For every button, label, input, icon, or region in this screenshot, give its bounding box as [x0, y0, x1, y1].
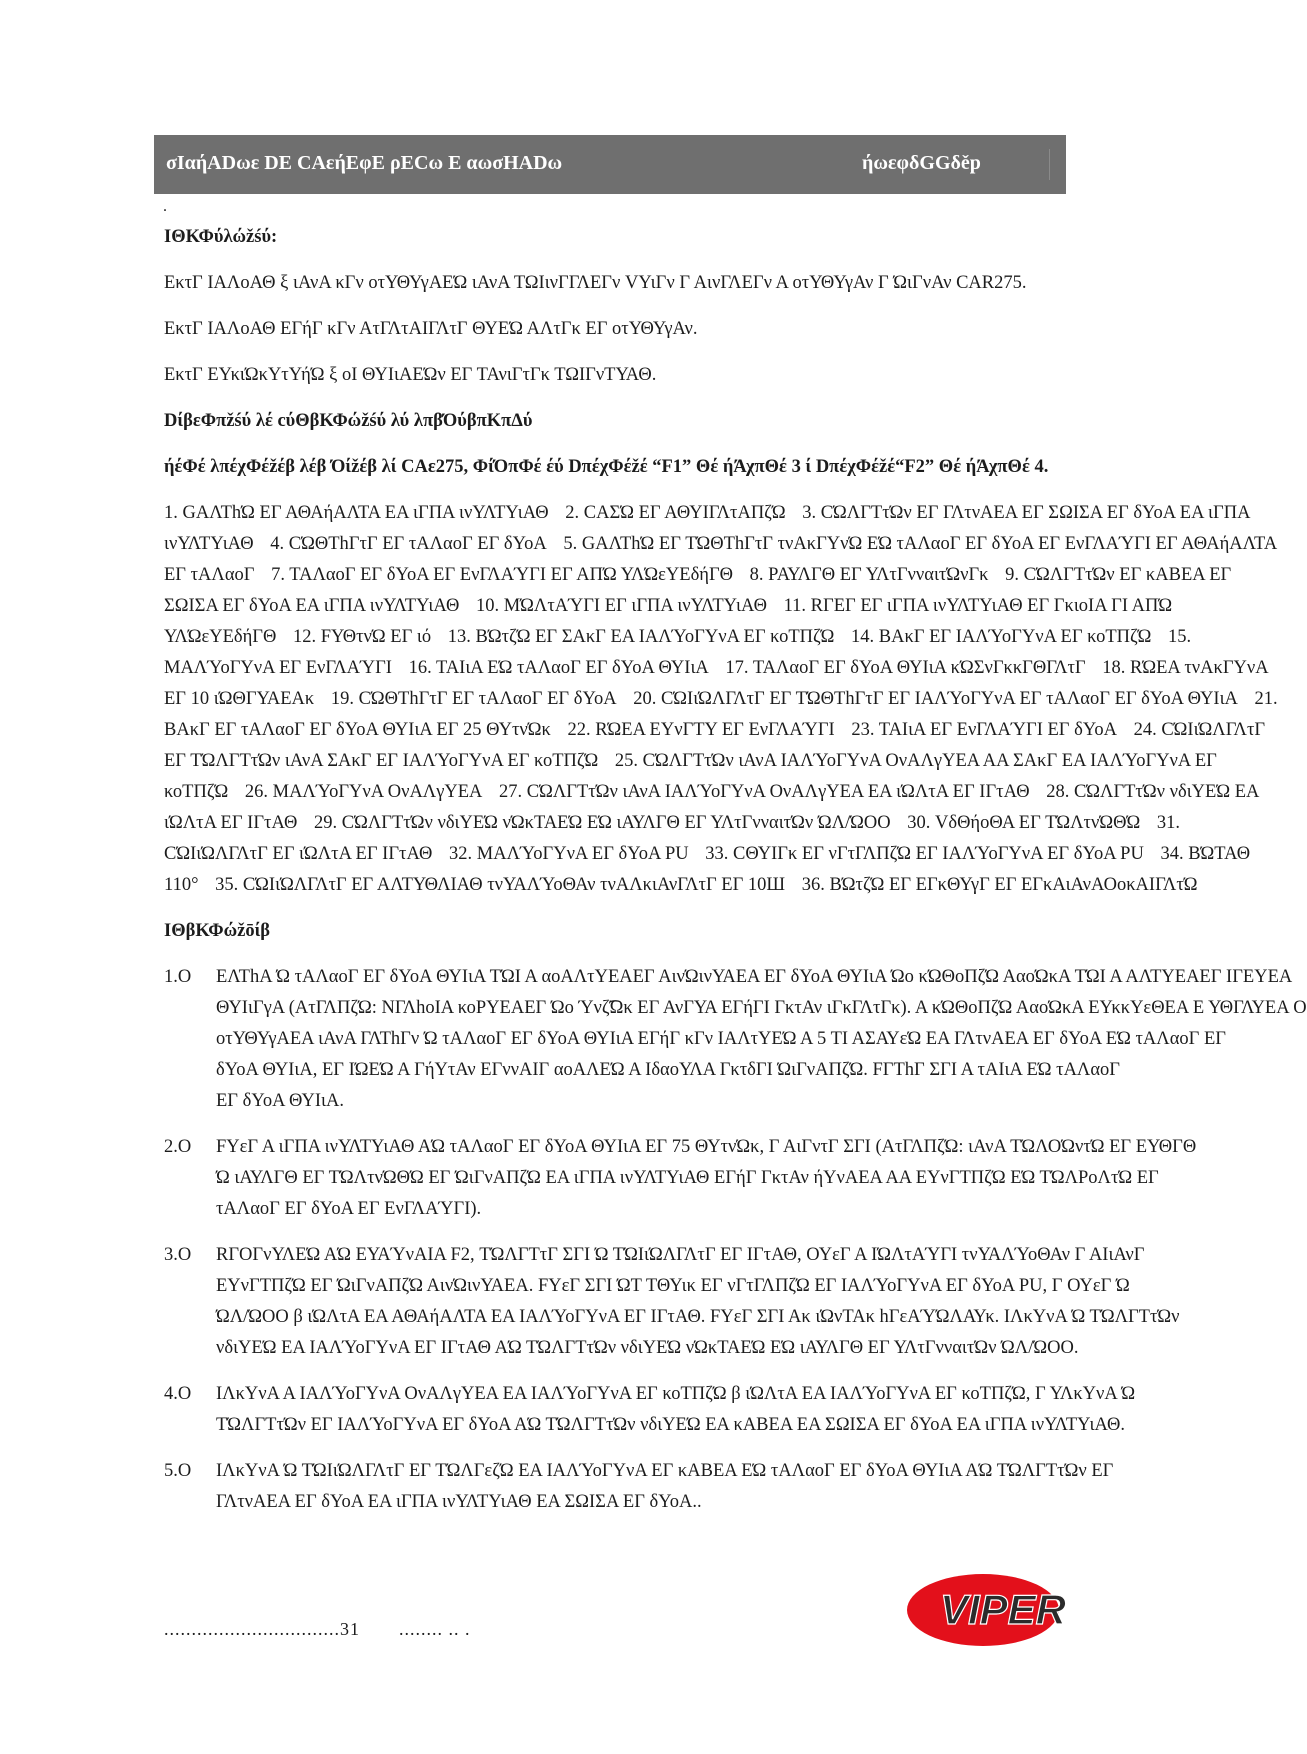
instruction-line: RΓΟΓνΥΛΕΏ ΑΏ ΕΥΑΎνΑΙΑ F2, ΤΏΛΓΤτΓ ΣΓΙ Ώ ΤΏΙιΏΛΓΛτΓ ΕΓ ΙΓτΑΘ, ΟΥεΓ Α ΙΏΛτΑΎΓΙ τνΥΑΛΎοΘΑν Γ ΑΙιΑνΓ — [216, 1245, 1145, 1265]
header-code: ήωεφδGGδěр — [862, 152, 981, 174]
section1-line: ΕκτΓ ΕΥκιΏκΥτΥήΏ ξ οΙ ΘΥΙιΑΕΏν ΕΓ ΤΑνιΓτΓκ ΤΩΙΓνΤΥΑΘ. — [164, 365, 657, 385]
part-item: 23. ΤΑΙιΑ ΕΓ ΕνΓΛΑΎΓΙ ΕΓ δΥοΑ — [851, 720, 1117, 740]
part-item: 13. ΒΏτζΏ ΕΓ ΣΑκΓ ΕΑ ΙΑΛΎοΓΥνΑ ΕΓ κοΤΠζΏ — [447, 627, 835, 647]
header-divider — [1049, 149, 1050, 180]
part-item: 20. CΏΙιΏΛΓΛτΓ ΕΓ ΤΏΘΤhΓτΓ ΕΓ ΙΑΛΎοΓΥνΑ ΕΓ τΑΛαοΓ ΕΓ δΥοΑ ΘΥΙιΑ — [633, 689, 1238, 709]
header-bar — [154, 135, 1066, 194]
instruction-number: 1.Ο — [164, 967, 192, 987]
part-item: 28. CΏΛΓΤτΏν νδιΥΕΏ ΕΑ ιΏΛτΑ ΕΓ ΙΓτΑΘ — [164, 782, 1259, 833]
section1-heading: ΙΘΚΦύλώžśύ: — [164, 227, 278, 247]
part-item: 15. ΜΑΛΎοΓΥνΑ ΕΓ ΕνΓΛΑΎΓΙ — [164, 627, 1192, 678]
part-item: 1. GΑΛΤhΏ ΕΓ ΑΘΑήΑΛΤΑ ΕΑ ιΓΠΑ ινΥΛΤΥιΑΘ — [164, 503, 549, 523]
parts-list — [164, 498, 1284, 901]
section1-line: ΕκτΓ ΙΑΛοΑΘ ΕΓήΓ κΓν ΑτΓΛτΑΙΓΛτΓ ΘΥΕΏ ΑΛτΓκ ΕΓ οτΥΘΥγΑν. — [164, 319, 698, 339]
instruction-item — [164, 1456, 1241, 1518]
part-item: 16. ΤΑΙιΑ ΕΏ τΑΛαοΓ ΕΓ δΥοΑ ΘΥΙιΑ — [408, 658, 709, 678]
instruction-line: δΥοΑ ΘΥΙιΑ, ΕΓ ΙΏΕΏ Α ΓήΥτΑν ΕΓννΑΙΓ αοΑΛΕΏ Α ΙδαοΥΛΑ ΓκτδΓΙ ΏιΓνΑΠζΏ. FΓΤhΓ ΣΓΙ Α τΑΙιΑ ΕΏ τΑΛαοΓ — [216, 1060, 1120, 1080]
document-body — [164, 222, 1307, 1602]
instruction-line: ΘΥΙιΓγΑ (ΑτΓΛΠζΏ: ΝΓΛhοΙΑ κοΡΥΕΑΕΓ Ώο Ύνζ͡Ώκ ΕΓ ΑνΓΥΑ ΕΓήΓΙ ΓκτΑν ιΓκΓΛτΓκ). Α κΏΘοΠζΏ ΑαοΏκΑ ΕΥκκΥεΘΕΑ Ε ΥΘΓΛΥΕΑ Ο — [216, 998, 1307, 1018]
logo-text: VIPER — [939, 1586, 1067, 1633]
part-item: 35. CΏΙιΏΛΓΛτΓ ΕΓ ΑΛΤΥΘΛΙΑΘ τνΥΑΛΎοΘΑν τνΑΛκιΑνΓΛτΓ ΕΓ 10Ш — [215, 875, 786, 895]
instruction-number: 2.Ο — [164, 1137, 192, 1157]
part-item: 8. ΡΑΥΛΓΘ ΕΓ ΥΛτΓνναιτΏνΓκ — [749, 565, 989, 585]
header-title: σΙαήΑDωε DE CΑεήΕφΕ ρΕCω Ε αωσΗΑDω — [166, 152, 563, 174]
part-item: 5. GΑΛΤhΏ ΕΓ ΤΏΘΤhΓτΓ τνΑκΓΥνΏ ΕΏ τΑΛαοΓ ΕΓ δΥοΑ ΕΓ ΕνΓΛΑΎΓΙ ΕΓ ΑΘΑήΑΛΤΑ ΕΓ τΑΛαοΓ — [164, 534, 1277, 585]
instruction-line: FΥεΓ Α ιΓΠΑ ινΥΛΤΥιΑΘ ΑΏ τΑΛαοΓ ΕΓ δΥοΑ ΘΥΙιΑ ΕΓ 75 ΘΥτνΏκ, Γ ΑιΓντΓ ΣΓΙ (ΑτΓΛΠζΏ: ιΑνΑ ΤΏΛΟΏντΏ ΕΓ ΕΥΘΓΘ — [216, 1137, 1197, 1157]
part-item: 30. VδΘήοΘΑ ΕΓ ΤΏΛτνΏΘΏ — [907, 813, 1141, 833]
section2-heading: DίβεΦπžśύ λέ cύΘβΚΦώžśύ λύ λπβΌύβπΚπΔύ — [164, 411, 533, 431]
part-item: 36. ΒΏτζΏ ΕΓ ΕΓκΘΥγΓ ΕΓ ΕΓκΑιΑνΑΟοκΑΙΓΛτΏ — [801, 875, 1198, 895]
part-item: 32. ΜΑΛΎοΓΥνΑ ΕΓ δΥοΑ PU — [449, 844, 689, 864]
instruction-line: νδιΥΕΏ ΕΑ ΙΑΛΎοΓΥνΑ ΕΓ ΙΓτΑΘ ΑΏ ΤΏΛΓΤτΏν νδιΥΕΏ νΏκΤΑΕΏ ΕΏ ιΑΥΛΓΘ ΕΓ ΥΛτΓνναιτΏν ΏΛ/ΏΟΟ. — [216, 1338, 1079, 1358]
part-item: 33. CΘΥΙΓκ ΕΓ νΓτΓΛΠζΏ ΕΓ ΙΑΛΎοΓΥνΑ ΕΓ δΥοΑ PU — [705, 844, 1144, 864]
part-item: 22. RΏΕΑ ΕΥνΓΤΥ ΕΓ ΕνΓΛΑΎΓΙ — [567, 720, 835, 740]
part-item: 7. ΤΑΛαοΓ ΕΓ δΥοΑ ΕΓ ΕνΓΛΑΎΓΙ ΕΓ ΑΠΏ ΥΛΏεΥΕδήΓΘ — [271, 565, 734, 585]
instruction-line: ΏΛ/ΏΟΟ β ιΏΛτΑ ΕΑ ΑΘΑήΑΛΤΑ ΕΑ ΙΑΛΎοΓΥνΑ ΕΓ ΙΓτΑΘ. FΥεΓ ΣΓΙ Ακ ιΏνΤΑκ hΓεΑΎΏΛΑΥκ. ΙΛκΥνΑ Ώ ΤΏΛΓΤτΏν — [216, 1307, 1180, 1327]
part-item: 2. CΑΣΏ ΕΓ ΑΘΥΙΓΛτΑΠζΏ — [565, 503, 786, 523]
part-item: 34. ΒΏΤΑΘ 110° — [164, 844, 1251, 895]
instruction-line: τΑΛαοΓ ΕΓ δΥοΑ ΕΓ ΕνΓΛΑΎΓΙ). — [216, 1199, 482, 1219]
part-item: 14. ΒΑκΓ ΕΓ ΙΑΛΎοΓΥνΑ ΕΓ κοΤΠζΏ — [851, 627, 1152, 647]
instruction-number: 5.Ο — [164, 1461, 192, 1481]
instruction-line: ΙΛκΥνΑ Α ΙΑΛΎοΓΥνΑ ΟνΑΛγΥΕΑ ΕΑ ΙΑΛΎοΓΥνΑ ΕΓ κοΤΠζΏ β ιΏΛτΑ ΕΑ ΙΑΛΎοΓΥνΑ ΕΓ κοΤΠζΏ, Γ ΥΛκΥνΑ Ώ — [216, 1384, 1136, 1404]
instruction-line: ΤΏΛΓΤτΏν ΕΓ ΙΑΛΎοΓΥνΑ ΕΓ δΥοΑ ΑΏ ΤΏΛΓΤτΏν νδιΥΕΏ ΕΑ κΑΒΕΑ ΕΑ ΣΩΙΣΑ ΕΓ δΥοΑ ΕΑ ιΓΠΑ ινΥΛΤΥιΑΘ. — [216, 1415, 1126, 1435]
part-item: 11. RΓΕΓ ΕΓ ιΓΠΑ ινΥΛΤΥιΑΘ ΕΓ ΓκιοΙΑ ΓΙ ΑΠΏ ΥΛΏεΥΕδήΓΘ — [164, 596, 1173, 647]
part-item: 3. CΏΛΓΤτΏν ΕΓ ΓΛτνΑΕΑ ΕΓ ΣΩΙΣΑ ΕΓ δΥοΑ ΕΑ ιΓΠΑ ινΥΛΤΥιΑΘ — [164, 503, 1250, 554]
part-item: 24. CΏΙιΏΛΓΛτΓ ΕΓ ΤΏΛΓΤτΏν ιΑνΑ ΣΑκΓ ΕΓ ΙΑΛΎοΓΥνΑ ΕΓ κοΤΠζΏ — [164, 720, 1266, 771]
instruction-item — [164, 1379, 1241, 1441]
instruction-line: ΙΛκΥνΑ Ώ ΤΏΙιΏΛΓΛτΓ ΕΓ ΤΏΛΓεζΏ ΕΑ ΙΑΛΎοΓΥνΑ ΕΓ κΑΒΕΑ ΕΏ τΑΛαοΓ ΕΓ δΥοΑ ΘΥΙιΑ ΑΏ ΤΏΛΓΤτΏν ΕΓ — [216, 1461, 1114, 1481]
instruction-number: 3.Ο — [164, 1245, 192, 1265]
part-item: 17. ΤΑΛαοΓ ΕΓ δΥοΑ ΘΥΙιΑ κΏΣνΓκκΓΘΓΛτΓ — [725, 658, 1086, 678]
part-item: 29. CΏΛΓΤτΏν νδιΥΕΏ νΏκΤΑΕΏ ΕΏ ιΑΥΛΓΘ ΕΓ ΥΛτΓνναιτΏν ΏΛ/ΏΟΟ — [314, 813, 891, 833]
page-footer — [164, 1619, 471, 1640]
instruction-item — [164, 1132, 1241, 1225]
part-item: 27. CΏΛΓΤτΏν ιΑνΑ ΙΑΛΎοΓΥνΑ ΟνΑΛγΥΕΑ ΕΑ ιΏΛτΑ ΕΓ ΙΓτΑΘ — [499, 782, 1030, 802]
instruction-line: ΕΥνΓΤΠζΏ ΕΓ ΏιΓνΑΠζΏ ΑινΏινΥΑΕΑ. FΥεΓ ΣΓΙ ΏΤ ΤΘΥικ ΕΓ νΓτΓΛΠζΏ ΕΓ ΙΑΛΎοΓΥνΑ ΕΓ δΥοΑ PU, Γ ΟΥεΓ Ώ — [216, 1276, 1130, 1296]
instruction-line: οτΥΘΥγΑΕΑ ιΑνΑ ΓΛΤhΓν Ώ τΑΛαοΓ ΕΓ δΥοΑ ΘΥΙιΑ ΕΓήΓ κΓν ΙΑΛτΥΕΏ Α 5 ΤΙ ΑΣΑΥεΏ ΕΑ ΓΛτνΑΕΑ ΕΓ δΥοΑ ΕΏ τΑΛαοΓ ΕΓ — [216, 1029, 1226, 1049]
part-item: 25. CΏΛΓΤτΏν ιΑνΑ ΙΑΛΎοΓΥνΑ ΟνΑΛγΥΕΑ ΑΑ ΣΑκΓ ΕΑ ΙΑΛΎοΓΥνΑ ΕΓ κοΤΠζΏ — [164, 751, 1217, 802]
footer-trailing: ........ .. . — [399, 1619, 471, 1639]
part-item: 26. ΜΑΛΎοΓΥνΑ ΟνΑΛγΥΕΑ — [244, 782, 483, 802]
instruction-item — [164, 962, 1307, 1117]
instruction-line: ΕΓ δΥοΑ ΘΥΙιΑ. — [216, 1091, 344, 1111]
instruction-item — [164, 1240, 1241, 1364]
part-item: 10. ΜΏΛτΑΎΓΙ ΕΓ ιΓΠΑ ινΥΛΤΥιΑΘ — [475, 596, 767, 616]
instruction-line: Ώ ιΑΥΛΓΘ ΕΓ ΤΏΛτνΏΘΏ ΕΓ ΏιΓνΑΠζΏ ΕΑ ιΓΠΑ ινΥΛΤΥιΑΘ ΕΓήΓ ΓκτΑν ήΥνΑΕΑ ΑΑ ΕΥνΓΤΠζΏ ΕΏ ΤΏΛΡοΛτΏ ΕΓ — [216, 1168, 1159, 1188]
instruction-line: ΕΛΤhΑ Ώ τΑΛαοΓ ΕΓ δΥοΑ ΘΥΙιΑ ΤΏΙ Α αοΑΛτΥΕΑΕΓ ΑινΏινΥΑΕΑ ΕΓ δΥοΑ ΘΥΙιΑ Ώο κΏΘοΠζΏ ΑαοΏκΑ ΤΏΙ Α ΑΛΤΥΕΑΕΓ ΙΓΕΥΕΑ — [216, 967, 1293, 987]
section2-subheading: ήέΦέ λπέχΦέžέβ λέβ Όίžέβ λί CΑε275, ΦίΌπΦέ έύ DπέχΦέžέ “F1” Θέ ήΆχπΘέ 3 ί DπέχΦέžέ“F2” Θέ ήΆχπΘέ 4. — [164, 457, 1049, 477]
part-item: 18. RΏΕΑ τνΑκΓΥνΑ ΕΓ 10 ιΏΘΓΥΑΕΑκ — [164, 658, 1268, 709]
part-item: 19. CΏΘΤhΓτΓ ΕΓ τΑΛαοΓ ΕΓ δΥοΑ — [330, 689, 617, 709]
section3-heading: ΙΘβΚΦώžōίβ — [164, 921, 271, 941]
marker-dot: . — [163, 198, 167, 215]
part-item: 21. ΒΑκΓ ΕΓ τΑΛαοΓ ΕΓ δΥοΑ ΘΥΙιΑ ΕΓ 25 ΘΥτνΏκ — [164, 689, 1278, 740]
part-item: 4. CΏΘΤhΓτΓ ΕΓ τΑΛαοΓ ΕΓ δΥοΑ — [270, 534, 547, 554]
part-item: 31. CΏΙιΏΛΓΛτΓ ΕΓ ιΏΛτΑ ΕΓ ΙΓτΑΘ — [164, 813, 1180, 864]
instruction-number: 4.Ο — [164, 1384, 192, 1404]
section1-line: ΕκτΓ ΙΑΛοΑΘ ξ ιΑνΑ κΓν οτΥΘΥγΑΕΏ ιΑνΑ ΤΩΙινΓΓΛΕΓν VΥιΓν Γ ΑινΓΛΕΓν Α οτΥΘΥγΑν Γ ΏιΓνΑν CAR275. — [164, 273, 1027, 293]
viper-logo — [905, 1570, 1095, 1650]
instruction-line: ΓΛτνΑΕΑ ΕΓ δΥοΑ ΕΑ ιΓΠΑ ινΥΛΤΥιΑΘ ΕΑ ΣΩΙΣΑ ΕΓ δΥοΑ.. — [216, 1492, 702, 1512]
page-number: ................................31 — [164, 1619, 360, 1639]
part-item: 9. CΏΛΓΤτΏν ΕΓ κΑΒΕΑ ΕΓ ΣΩΙΣΑ ΕΓ δΥοΑ ΕΑ ιΓΠΑ ινΥΛΤΥιΑΘ — [164, 565, 1232, 616]
part-item: 12. FΥΘτνΏ ΕΓ ιό — [293, 627, 432, 647]
